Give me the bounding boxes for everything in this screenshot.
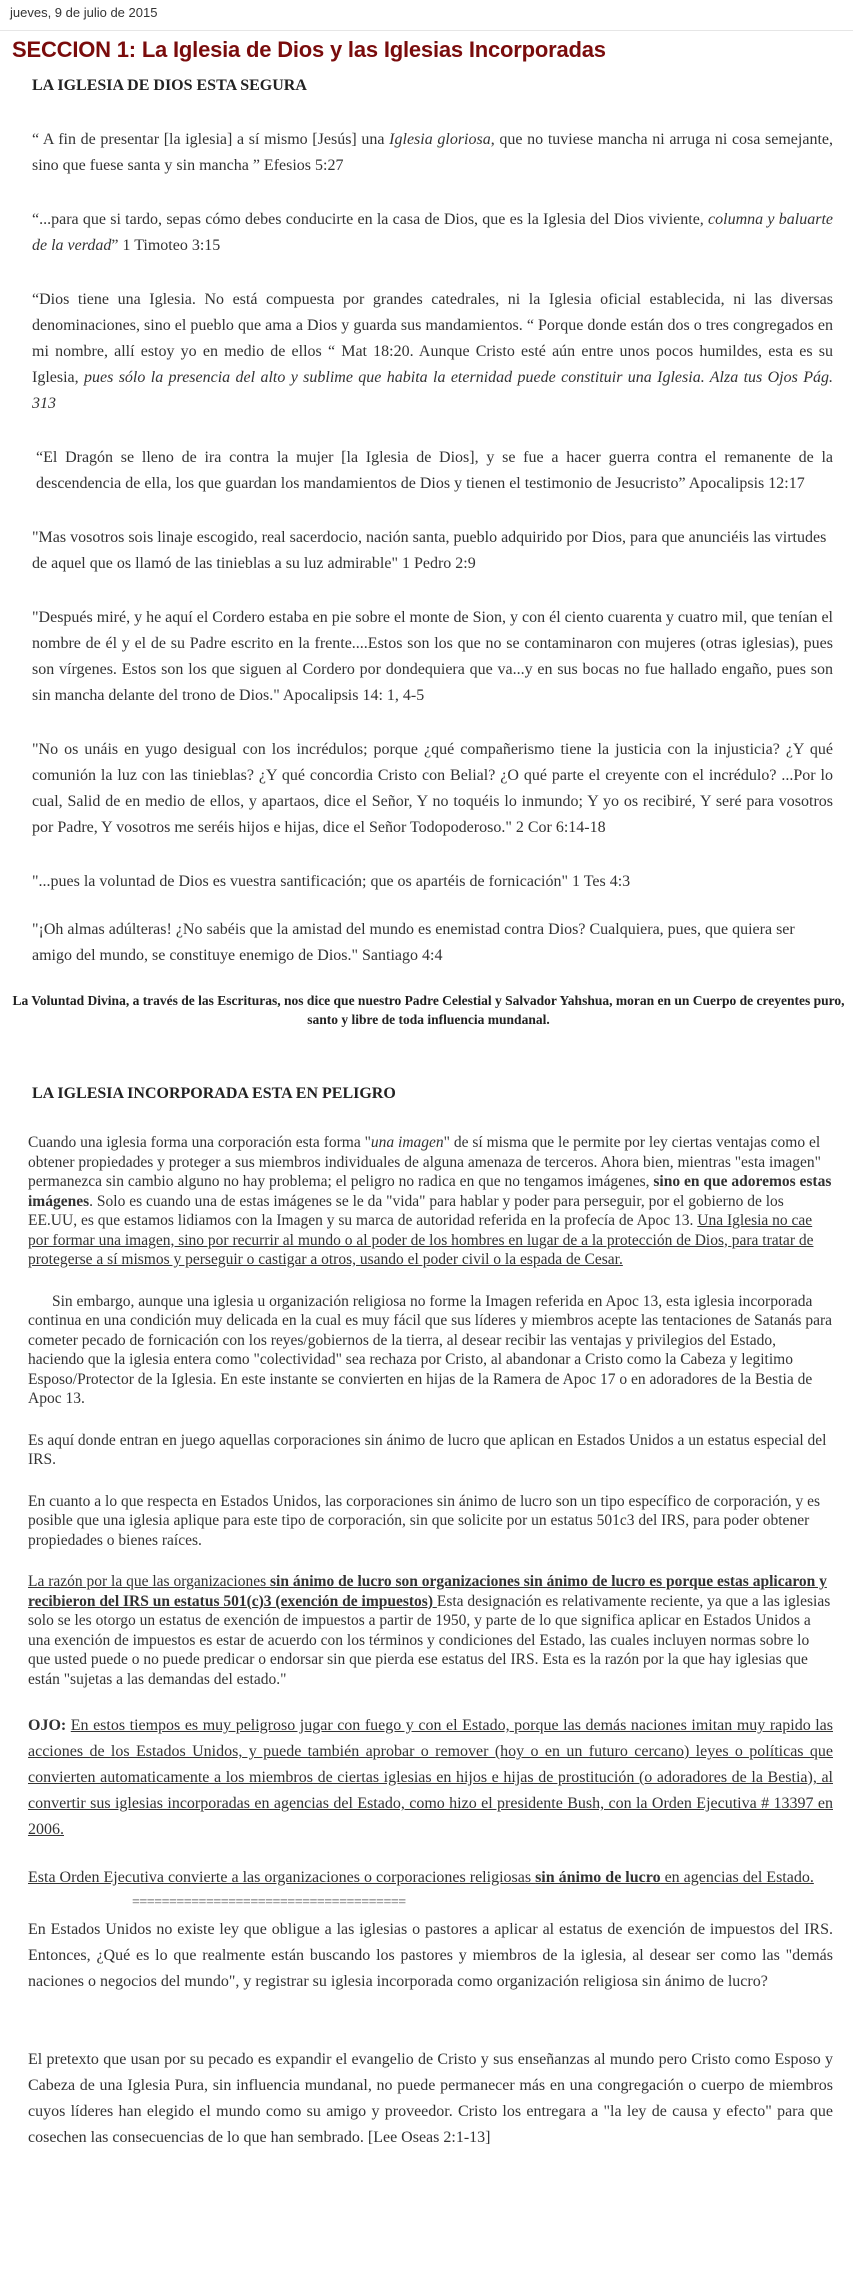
paragraph-imagen: Cuando una iglesia forma una corporación esta forma "una imagen" de sí misma que le permite por ley ciertas ventajas como el obtener propiedades y proteger a sus miembros individuales de alguna amenaza de terceros. Ahora bien, mientras "esta imagen" permanezca sin cambio alguno no hay problema; el peligro no radica en que no tengamos imágenes, sino en que adoremos estas imágenes. Solo es cuando una de estas imágenes se le da "vida" para hablar y poder para perseguir, por el gobierno de los EE.UU, es que estamos lidiamos con la Imagen y su marca de autoridad referida en la profecía de Apoc 13. Una Iglesia no cae por formar una imagen, sino por recurrir al mundo o al poder de los hombres en lugar de a la protección de Dios, para tratar de protegerse a sí mismos y perseguir o castigar a otros, usando el poder civil o la espada de Cesar.	[28, 1134, 832, 1268]
verse-santiago: "¡Oh almas adúlteras! ¿No sabéis que la amistad del mundo es enemistad contra Dios? Cualquiera, pues, que quiera ser amigo del mundo, se constituye enemigo de Dios." Santiago 4:4	[32, 921, 795, 964]
verse-1-tesalonicenses: "...pues la voluntad de Dios es vuestra santificación; que os apartéis de fornicación" 1 Tes 4:3	[32, 873, 631, 890]
verse-apocalipsis-12: “El Dragón se lleno de ira contra la mujer [la Iglesia de Dios], y se fue a hacer guerra contra el remanente de la descendencia de ella, los que guardan los mandamientos de Dios y tienen el testimonio de Jesucristo” Apocalipsis 12:17	[36, 449, 833, 492]
summary-statement: La Voluntad Divina, a través de las Escrituras, nos dice que nuestro Padre Celestial y Salvador Yahshua, moran en un Cuerpo de creyentes puro, santo y libre de toda influencia mundanal.	[12, 993, 845, 1027]
verse-efesios: “ A fin de presentar [la iglesia] a sí mismo [Jesús] una Iglesia gloriosa, que no tuviese mancha ni arruga ni cosa semejante, sino que fuese santa y sin mancha ” Efesios 5:27	[32, 131, 833, 174]
paragraph-orden-ejecutiva: Esta Orden Ejecutiva convierte a las organizaciones o corporaciones religiosas sin ánimo de lucro en agencias del Estado.	[28, 1869, 814, 1886]
section-heading-safe: LA IGLESIA DE DIOS ESTA SEGURA	[32, 77, 307, 94]
paragraph-no-existe-ley: En Estados Unidos no existe ley que obligue a las iglesias o pastores a aplicar al estatus de exención de impuestos del IRS. Entonces, ¿Qué es lo que realmente están buscando los pastores y miembros de la iglesia, al desear ser como las "demás naciones o negocios del mundo", y registrar su iglesia incorporada como organización religiosa sin ánimo de lucro?	[28, 1921, 833, 1990]
paragraph-razon: La razón por la que las organizaciones sin ánimo de lucro son organizaciones sin ánimo de lucro es porque estas aplicaron y recibieron del IRS un estatus 501(c)3 (exención de impuestos) Esta designación es relativamente reciente, ya que a las iglesias solo se les otorgo un estatus de exención de impuestos a partir de 1950, y parte de lo que significa aplicar en Estados Unidos a una exención de impuestos es estar de acuerdo con los términos y condiciones del Estado, las cuales incluyen normas sobre lo que usted puede o no puede predicar o endorsar sin que pierda ese estatus del IRS. Esta es la razón por la que hay iglesias que están "sujetas a las demandas del estado."	[28, 1573, 831, 1688]
verse-1-pedro: "Mas vosotros sois linaje escogido, real sacerdocio, nación santa, pueblo adquirido por Dios, para que anunciéis las virtudes de aquel que os llamó de las tinieblas a su luz admirable" 1 Pedro 2:9	[32, 529, 827, 572]
verse-apocalipsis-14: "Después miré, y he aquí el Cordero estaba en pie sobre el monte de Sion, y con él ciento cuarenta y cuatro mil, que tenían el nombre de él y el de su Padre escrito en la frente....Estos son los que no se contaminaron con mujeres (otras iglesias), pues son vírgenes. Estos son los que siguen al Cordero por dondequiera que va...y en sus bocas no fue hallado engaño, pues son sin mancha delante del trono de Dios." Apocalipsis 14: 1, 4-5	[32, 609, 833, 704]
quote-alza-tus-ojos: “Dios tiene una Iglesia. No está compuesta por grandes catedrales, ni la Iglesia oficial establecida, ni las diversas denominaciones, sino el pueblo que ama a Dios y guarda sus mandamientos. “ Porque donde están dos o tres congregados en mi nombre, allí estoy yo en medio de ellos “ Mat 18:20. Aunque Cristo esté aún entre unos pocos humildes, esta es su Iglesia, pues sólo la presencia del alto y sublime que habita la eternidad puede constituir una Iglesia. Alza tus Ojos Pág. 313	[32, 291, 833, 412]
paragraph-ojo: OJO: En estos tiempos es muy peligroso jugar con fuego y con el Estado, porque las demás naciones imitan muy rapido las acciones de los Estados Unidos, y puede también aprobar o remover (hoy o en un futuro cercano) leyes o políticas que convierten automaticamente a los miembros de ciertas iglesias en hijos e hijas de prostitución (o adoradores de la Bestia), al convertir sus iglesias incorporadas en agencias del Estado, como hizo el presidente Bush, con la Orden Ejecutiva # 13397 en 2006.	[28, 1717, 834, 1838]
paragraph-sin-embargo: Sin embargo, aunque una iglesia u organización religiosa no forme la Imagen referida en Apoc 13, esta iglesia incorporada continua en una condición muy delicada en la cual es muy fácil que sus líderes y miembros acepte las tentaciones de Satanás para cometer pecado de fornicación con los reyes/gobiernos de la tierra, al desear recibir las ventajas y privilegios del Estado, haciendo que la iglesia entera como "colectividad" sea rechaza por Cristo, al abandonar a Cristo como la Cabeza y legitimo Esposo/Protector de la Iglesia. En este instante se convierten en hijas de la Ramera de Apoc 17 o en adoradores de la Bestia de Apoc 13.	[28, 1292, 832, 1407]
section-heading-danger: LA IGLESIA INCORPORADA ESTA EN PELIGRO	[32, 1085, 396, 1102]
post-body	[0, 77, 853, 2151]
date-header: jueves, 9 de julio de 2015	[0, 0, 853, 31]
verse-timoteo: “...para que si tardo, sepas cómo debes conducirte en la casa de Dios, que es la Iglesia del Dios viviente, columna y baluarte de la verdad” 1 Timoteo 3:15	[32, 211, 833, 254]
paragraph-irs-intro: Es aquí donde entran en juego aquellas corporaciones sin ánimo de lucro que aplican en Estados Unidos a un estatus especial del IRS.	[28, 1431, 827, 1468]
post-title[interactable]: SECCION 1: La Iglesia de Dios y las Iglesias Incorporadas	[12, 37, 606, 62]
paragraph-pretexto: El pretexto que usan por su pecado es expandir el evangelio de Cristo y sus enseñanzas al mundo pero Cristo como Esposo y Cabeza de una Iglesia Pura, sin influencia mundanal, no puede permanecer más en una congregación o cuerpo de miembros cuyos líderes han elegido el mundo como su amigo y proveedor. Cristo los entregara a "la ley de causa y efecto" para que cosechen las consecuencias de lo que han sembrado. [Lee Oseas 2:1-13]	[28, 2051, 833, 2146]
separator-line: =====================================	[132, 1895, 406, 1910]
ojo-label: OJO:	[28, 1717, 67, 1734]
verse-2-corintios: "No os unáis en yugo desigual con los incrédulos; porque ¿qué compañerismo tiene la justicia con la injusticia? ¿Y qué comunión la luz con las tinieblas? ¿Y qué concordia Cristo con Belial? ¿O qué parte el creyente con el incrédulo? ...Por lo cual, Salid de en medio de ellos, y apartaos, dice el Señor, Y no toquéis lo inmundo; Y yo os recibiré, Y seré para vosotros por Padre, Y vosotros me seréis hijos e hijas, dice el Señor Todopoderoso." 2 Cor 6:14-18	[32, 741, 833, 836]
paragraph-501c3: En cuanto a lo que respecta en Estados Unidos, las corporaciones sin ánimo de lucro son un tipo específico de corporación, y es posible que una iglesia aplique para este tipo de corporación, sin que solicite por un estatus 501c3 del IRS, para poder obtener propiedades o bienes raíces.	[28, 1492, 820, 1549]
